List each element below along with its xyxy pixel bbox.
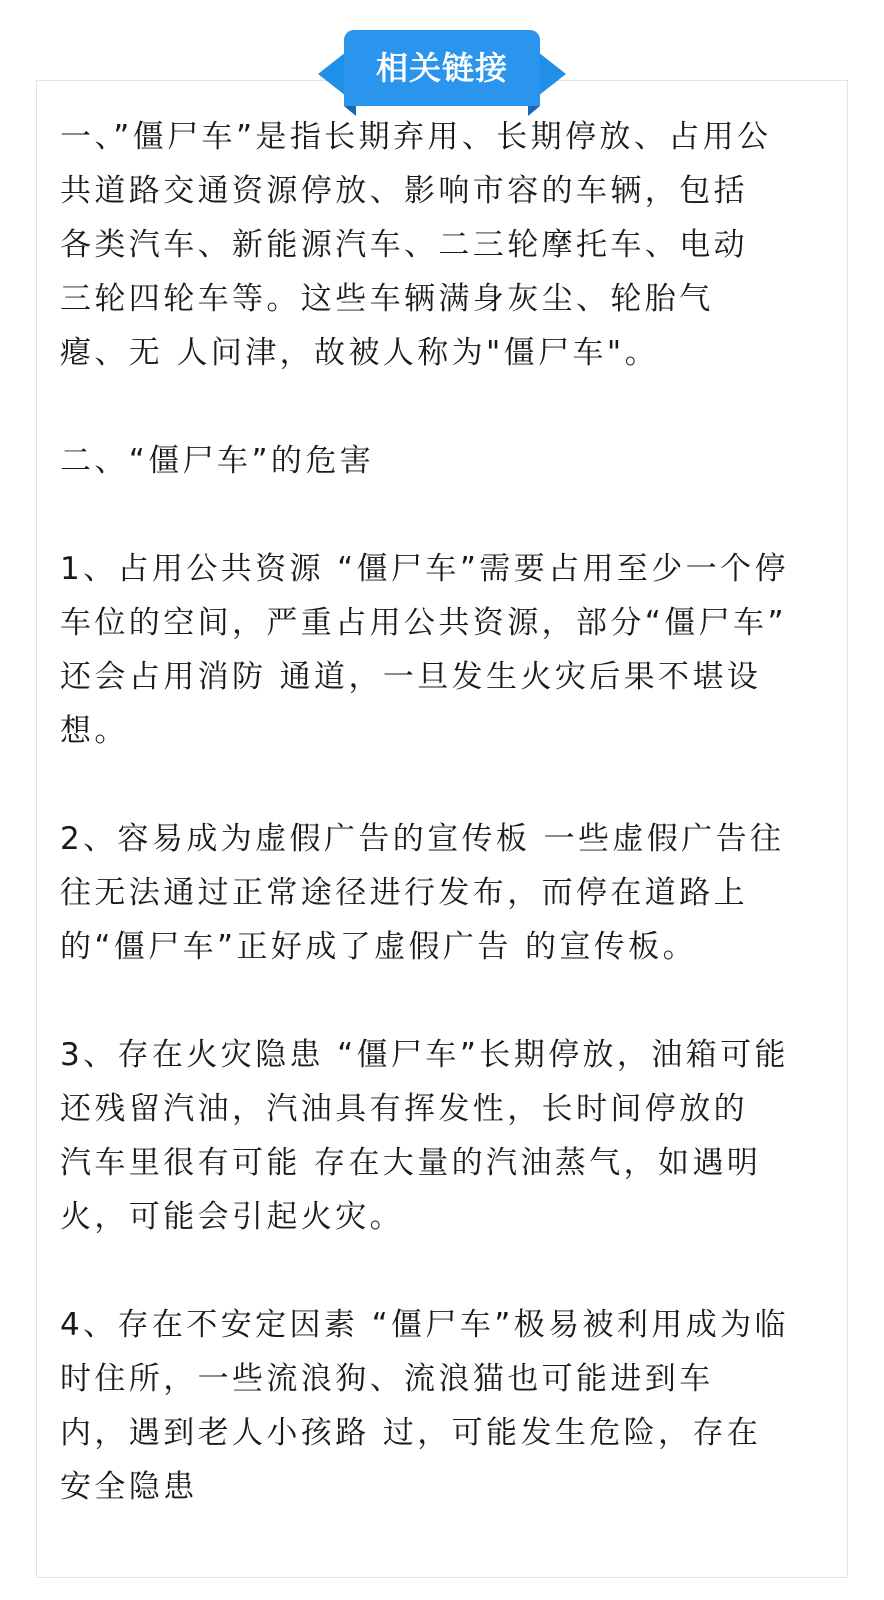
ribbon-right-decoration <box>538 52 566 96</box>
paragraph-hazards-heading: 二、“僵尸车”的危害 <box>60 443 375 479</box>
paragraph-hazard-1: 1、占用公共资源 “僵尸车”需要占用至少一个停 车位的空间，严重占用公共资源，部分“僵尸车” 还会占用消防 通道，一旦发生火灾后果不堪设 想。 <box>60 551 789 749</box>
article-body <box>60 110 810 1514</box>
section-header <box>0 22 884 106</box>
paragraph-hazard-3: 3、存在火灾隐患 “僵尸车”长期停放，油箱可能 还残留汽油，汽油具有挥发性，长时间停放的 汽车里很有可能 存在大量的汽油蒸气，如遇明 火，可能会引起火灾。 <box>60 1037 789 1235</box>
ribbon-left-decoration <box>318 52 346 96</box>
paragraph-hazard-4: 4、存在不安定因素 “僵尸车”极易被利用成为临 时住所，一些流浪狗、流浪猫也可能进到车 内，遇到老人小孩路 过，可能发生危险，存在 安全隐患 <box>60 1307 789 1505</box>
related-links-title: 相关链接 <box>344 30 540 106</box>
paragraph-hazard-2: 2、容易成为虚假广告的宣传板 一些虚假广告往 往无法通过正常途径进行发布，而停在道路上 的“僵尸车”正好成了虚假广告 的宣传板。 <box>60 821 785 965</box>
paragraph-definition: 一、”僵尸车”是指长期弃用、长期停放、占用公 共道路交通资源停放、影响市容的车辆，包括 各类汽车、新能源汽车、二三轮摩托车、电动 三轮四轮车等。这些车辆满身灰尘、轮胎气 瘪、无 人问津，故被人称为"僵尸车"。 <box>60 119 772 371</box>
